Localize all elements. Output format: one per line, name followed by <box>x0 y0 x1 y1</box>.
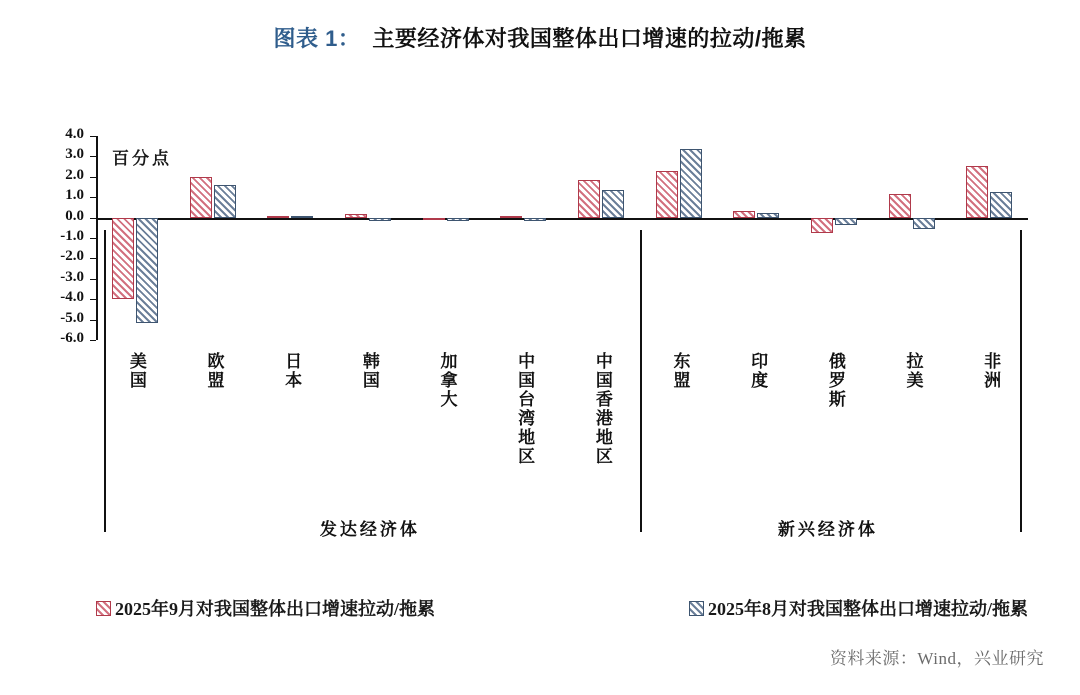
x-category-label: 印度 <box>748 352 768 390</box>
bar-aug-11 <box>990 192 1012 218</box>
y-tick-mark <box>90 299 96 300</box>
legend-item-sep[interactable] <box>96 595 435 621</box>
y-tick-mark <box>90 197 96 198</box>
y-tick-label: -2.0 <box>60 248 84 265</box>
legend-item-aug[interactable] <box>689 595 1028 621</box>
group-separator <box>640 230 642 532</box>
x-category-label: 欧盟 <box>204 352 224 390</box>
y-axis-unit-label: 百分点 <box>112 149 172 168</box>
bar-aug-6 <box>602 190 624 218</box>
chart-container <box>0 120 1080 580</box>
bar-aug-8 <box>757 213 779 218</box>
x-category-label: 拉美 <box>903 352 923 390</box>
bar-aug-0 <box>136 218 158 323</box>
y-tick-mark <box>90 340 96 341</box>
y-tick-label: 4.0 <box>65 126 84 142</box>
x-category-label: 中国香港地区 <box>592 352 612 466</box>
y-tick-mark <box>90 136 96 137</box>
legend-swatch-icon <box>96 601 111 616</box>
y-tick-mark <box>90 238 96 239</box>
bar-aug-7 <box>680 149 702 217</box>
zero-baseline <box>96 218 1028 220</box>
group-label-emerging: 新兴经济体 <box>777 520 878 539</box>
legend-swatch-icon <box>689 601 704 616</box>
bar-aug-3 <box>369 218 391 221</box>
x-category-label: 俄罗斯 <box>825 352 845 409</box>
bar-aug-1 <box>214 185 236 218</box>
bar-aug-9 <box>835 218 857 225</box>
y-tick-label: -4.0 <box>60 289 84 306</box>
y-tick-label: -3.0 <box>60 268 84 285</box>
y-tick-label: 2.0 <box>65 166 84 183</box>
legend-label: 2025年8月对我国整体出口增速拉动/拖累 <box>708 599 1028 619</box>
page-title <box>0 22 1080 53</box>
bar-sep-2 <box>267 216 289 218</box>
x-category-label: 非洲 <box>981 352 1001 390</box>
group-separator <box>104 230 106 532</box>
x-category-label: 加拿大 <box>437 352 457 409</box>
x-category-label: 中国台湾地区 <box>515 352 535 466</box>
bar-sep-6 <box>578 180 600 218</box>
group-separator <box>1020 230 1022 532</box>
bar-aug-10 <box>913 218 935 229</box>
bar-sep-4 <box>423 218 445 220</box>
y-axis-line <box>96 136 98 340</box>
bar-aug-5 <box>524 218 546 221</box>
bar-sep-11 <box>966 166 988 218</box>
y-tick-mark <box>90 279 96 280</box>
y-tick-mark <box>90 320 96 321</box>
bar-sep-7 <box>656 171 678 218</box>
bar-sep-8 <box>733 211 755 217</box>
bar-sep-5 <box>500 216 522 218</box>
bar-sep-1 <box>190 177 212 218</box>
group-label-developed: 发达经济体 <box>319 520 420 539</box>
bar-sep-0 <box>112 218 134 300</box>
y-tick-mark <box>90 218 96 219</box>
x-category-label: 美国 <box>126 352 146 390</box>
x-category-label: 韩国 <box>359 352 379 390</box>
chart-legend <box>96 595 1028 621</box>
bar-aug-2 <box>291 216 313 218</box>
y-tick-label: 0.0 <box>65 207 84 224</box>
bar-sep-3 <box>345 214 367 218</box>
y-tick-label: -6.0 <box>60 330 84 346</box>
figure-title: 主要经济体对我国整体出口增速的拉动/拖累 <box>372 26 807 51</box>
x-category-label: 东盟 <box>670 352 690 390</box>
bar-sep-9 <box>811 218 833 233</box>
bar-sep-10 <box>889 194 911 217</box>
y-tick-mark <box>90 156 96 157</box>
source-note: 资料来源：Wind，兴业研究 <box>829 649 1044 668</box>
bar-aug-4 <box>447 218 469 221</box>
y-tick-label: -1.0 <box>60 228 84 244</box>
figure-label: 图表 1： <box>273 26 361 51</box>
legend-label: 2025年9月对我国整体出口增速拉动/拖累 <box>115 599 435 619</box>
y-tick-mark <box>90 258 96 259</box>
y-tick-mark <box>90 177 96 178</box>
y-tick-label: 3.0 <box>65 146 84 163</box>
y-tick-label: -5.0 <box>60 309 84 326</box>
x-category-label: 日本 <box>282 352 302 390</box>
y-tick-label: 1.0 <box>65 187 84 204</box>
